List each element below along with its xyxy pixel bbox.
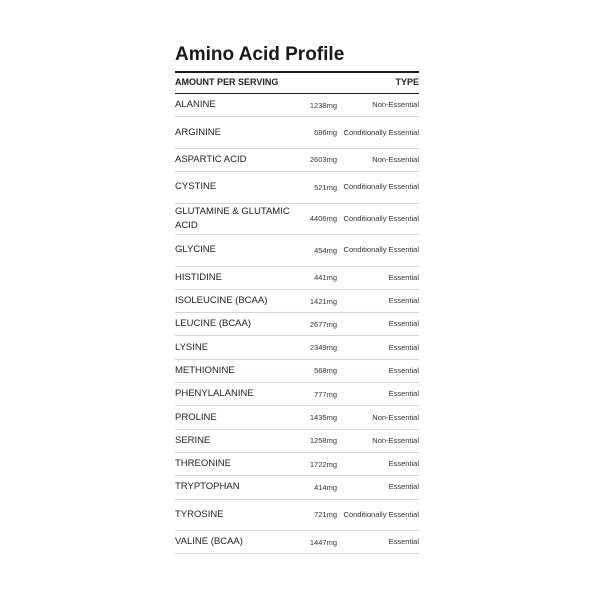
amino-acid-name: LYSINE <box>175 341 209 353</box>
amino-acid-type: Non-Essential <box>372 435 419 445</box>
amino-acid-type: Non-Essential <box>372 412 419 422</box>
amino-acid-amount: 414mg <box>314 482 337 492</box>
amino-acid-type: Essential <box>388 482 419 492</box>
amino-acid-panel <box>175 42 419 554</box>
amino-acid-name: HISTIDINE <box>175 271 222 283</box>
amino-acid-amount: 521mg <box>314 182 337 192</box>
amino-acid-amount: 721mg <box>314 510 337 520</box>
amino-acid-type: Essential <box>388 296 419 306</box>
table-row <box>175 360 419 383</box>
amino-acid-name: ARGININE <box>175 126 221 138</box>
amino-acid-type: Essential <box>388 365 419 375</box>
amino-acid-name: THREONINE <box>175 458 231 470</box>
amino-acid-name: TRYPTOPHAN <box>175 481 240 493</box>
amino-acid-name: TYROSINE <box>175 508 224 520</box>
header-amount-per-serving: AMOUNT PER SERVING <box>175 77 279 87</box>
table-row <box>175 94 419 117</box>
table-header <box>175 71 419 94</box>
amino-acid-amount: 1435mg <box>309 413 337 423</box>
amino-acid-amount: 2677mg <box>309 319 337 329</box>
amino-acid-type: Non-Essential <box>372 100 419 110</box>
amino-acid-amount: 1258mg <box>309 436 337 446</box>
amino-acid-amount: 1238mg <box>309 100 337 110</box>
table-row <box>175 406 419 429</box>
amino-acid-amount: 2603mg <box>309 155 337 165</box>
amino-acid-name: ALANINE <box>175 99 216 111</box>
table-row <box>175 235 419 267</box>
table-row <box>175 172 419 204</box>
amino-acid-amount: 1722mg <box>309 459 337 469</box>
amino-acid-name: CYSTINE <box>175 181 217 193</box>
amino-acid-name: PROLINE <box>175 411 217 423</box>
amino-acid-type: Essential <box>388 459 419 469</box>
amino-acid-name: METHIONINE <box>175 364 235 376</box>
amino-acid-amount: 1447mg <box>309 537 337 547</box>
amino-acid-type: Conditionally Essential <box>343 509 419 519</box>
amino-acid-amount: 1421mg <box>309 296 337 306</box>
table-row <box>175 453 419 476</box>
table-row <box>175 313 419 336</box>
table-row <box>175 430 419 453</box>
header-type: TYPE <box>395 77 419 87</box>
table-row <box>175 149 419 172</box>
amino-acid-name: GLUTAMINE & GLUTAMIC ACID <box>175 205 290 231</box>
amino-acid-name: LEUCINE (BCAA) <box>175 318 252 330</box>
table-row <box>175 531 419 554</box>
amino-acid-type: Essential <box>388 342 419 352</box>
table-row <box>175 267 419 290</box>
amino-acid-type: Essential <box>388 272 419 282</box>
amino-acid-type: Conditionally Essential <box>343 182 419 192</box>
table-row <box>175 476 419 499</box>
amino-acid-type: Essential <box>388 537 419 547</box>
table-row <box>175 383 419 406</box>
amino-acid-list <box>175 94 419 554</box>
table-row <box>175 500 419 532</box>
amino-acid-type: Essential <box>388 389 419 399</box>
amino-acid-name: SERINE <box>175 434 211 446</box>
amino-acid-name: VALINE (BCAA) <box>175 536 243 548</box>
amino-acid-name: PHENYLALANINE <box>175 388 254 400</box>
table-row <box>175 336 419 359</box>
amino-acid-name: ASPARTIC ACID <box>175 153 247 165</box>
page-title: Amino Acid Profile <box>175 44 345 65</box>
table-row <box>175 204 419 236</box>
table-row <box>175 290 419 313</box>
amino-acid-type: Essential <box>388 319 419 329</box>
amino-acid-type: Conditionally Essential <box>343 213 419 223</box>
amino-acid-type: Conditionally Essential <box>343 245 419 255</box>
amino-acid-type: Non-Essential <box>372 154 419 164</box>
amino-acid-amount: 4406mg <box>309 214 337 224</box>
amino-acid-name: ISOLEUCINE (BCAA) <box>175 295 268 307</box>
amino-acid-amount: 454mg <box>314 245 337 255</box>
amino-acid-amount: 441mg <box>314 273 337 283</box>
amino-acid-amount: 2349mg <box>309 343 337 353</box>
amino-acid-amount: 568mg <box>314 366 337 376</box>
amino-acid-amount: 686mg <box>314 128 337 138</box>
amino-acid-type: Conditionally Essential <box>343 127 419 137</box>
amino-acid-name: GLYCINE <box>175 244 217 256</box>
table-row <box>175 117 419 149</box>
amino-acid-amount: 777mg <box>314 389 337 399</box>
